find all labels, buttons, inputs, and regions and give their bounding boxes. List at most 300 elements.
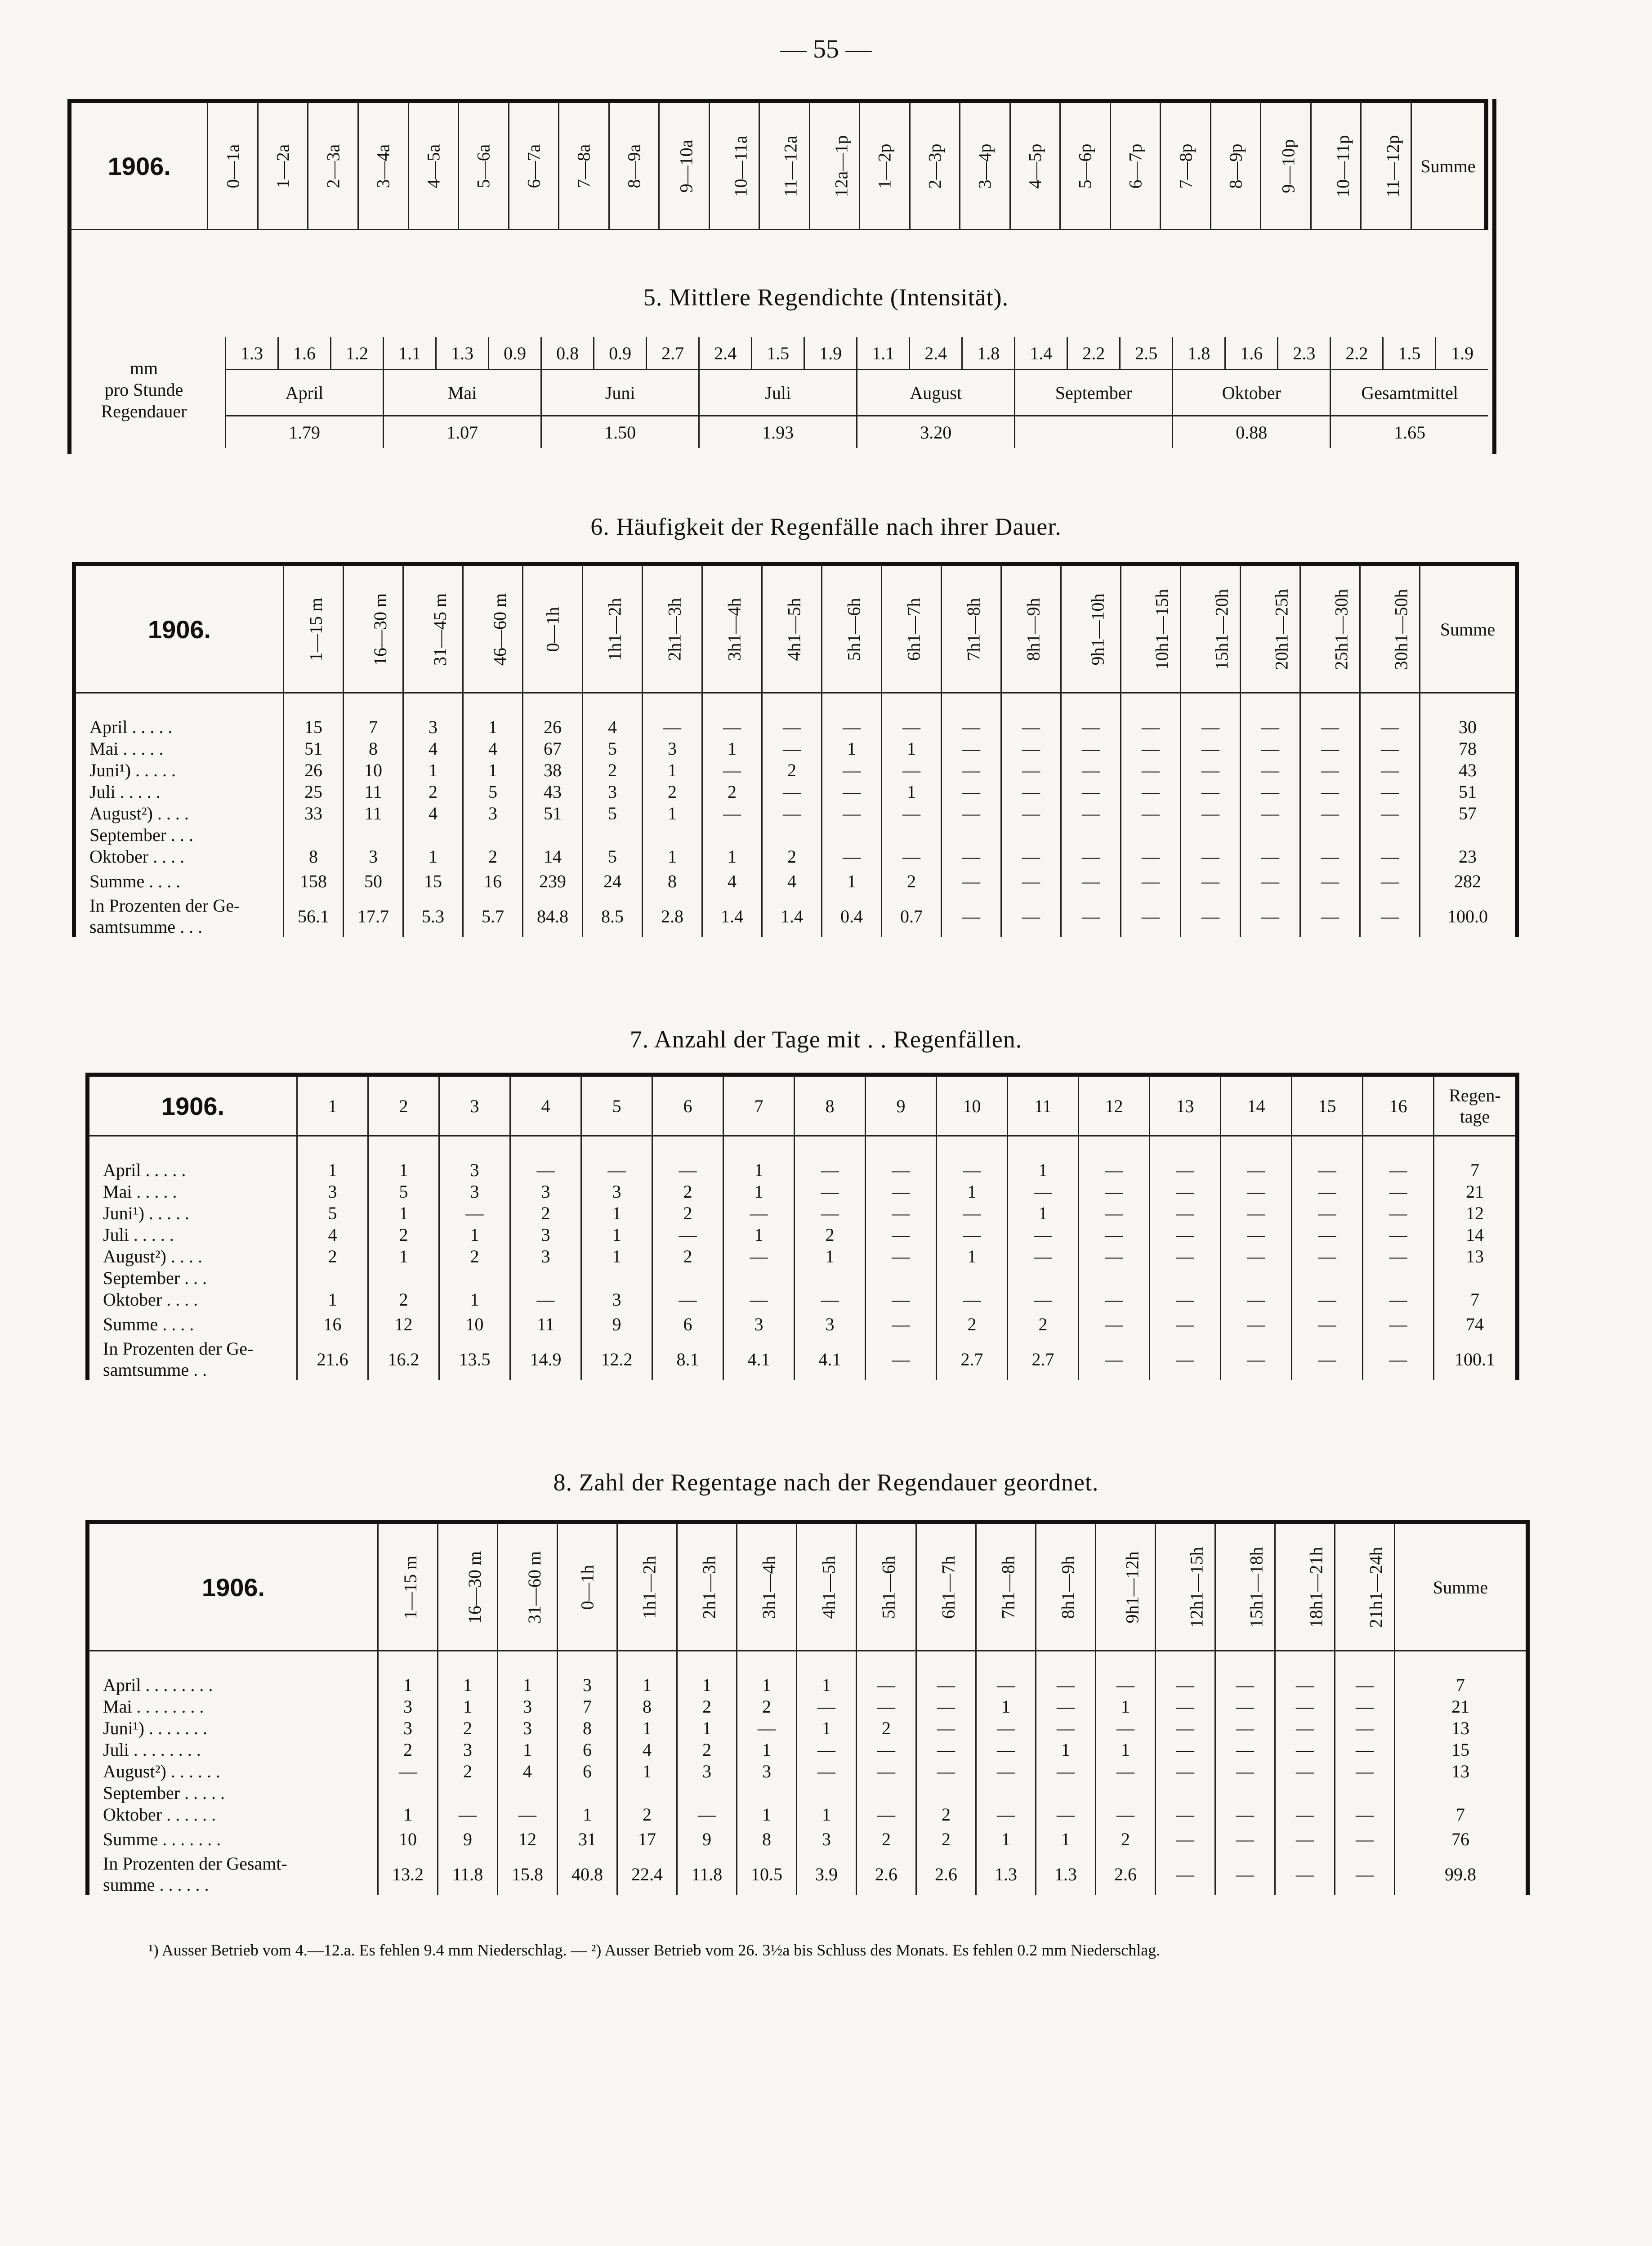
data-cell: — [1241,781,1300,802]
data-cell: — [1275,1739,1335,1760]
column-header [795,1075,866,1136]
percent-cell: — [866,1338,937,1380]
data-cell: 1 [439,1224,510,1245]
spacer-cell [617,1651,677,1674]
year-cell [74,564,284,693]
data-cell: — [1150,1202,1221,1224]
data-cell: — [702,716,762,738]
percent-cell: 11.8 [438,1853,498,1895]
column-header [1008,1075,1079,1136]
spacer-cell [344,693,403,716]
data-cell: — [1121,716,1181,738]
data-cell: 1 [937,1181,1008,1202]
hourly-header-row [70,101,1487,230]
data-cell: — [1300,759,1360,781]
summe-cell: — [1061,867,1121,895]
data-cell: 1 [498,1674,558,1696]
data-cell: — [1292,1181,1363,1202]
column-header [1363,1075,1434,1136]
data-cell: 2 [677,1739,737,1760]
row-label: September . . . [74,824,284,846]
intensity-value: 2.7 [647,337,699,370]
data-cell [510,1267,581,1289]
column-label: 46—60 m [490,593,510,666]
data-cell: 2 [510,1202,581,1224]
section8-table [85,1520,1530,1895]
data-cell: 3 [463,802,523,824]
data-cell: — [937,1159,1008,1181]
percent-label-line1: In Prozenten der Ge- [103,1338,254,1359]
data-cell: 1 [723,1159,795,1181]
hour-header [559,101,609,230]
hour-header [659,101,710,230]
column-label: 25h1—30h [1331,589,1352,670]
hour-label: 6—7a [523,144,544,188]
data-cell: — [916,1696,976,1717]
summe-cell: 11 [510,1310,581,1338]
percent-cell: 13.5 [439,1338,510,1380]
hour-header [358,101,409,230]
percent-cell: — [1150,1338,1221,1380]
percent-cell: — [1156,1853,1215,1895]
data-row [88,1803,1528,1825]
row-label: August²) . . . . . . [88,1760,378,1782]
row-sum: 78 [1420,738,1517,759]
intensity-value: 1.2 [331,337,384,370]
data-cell [916,1782,976,1803]
data-cell: — [1241,738,1300,759]
column-label: 0—1h [577,1565,598,1610]
data-cell: 1 [1096,1696,1156,1717]
column-label: 9h1—12h [1122,1551,1143,1623]
data-cell: 8 [617,1696,677,1717]
column-header [403,564,463,693]
data-cell [523,824,583,846]
spacer-cell [882,693,942,716]
hour-label: 2—3a [323,144,344,188]
percent-cell: — [942,895,1001,937]
data-cell: 2 [652,1181,723,1202]
month-label: Gesamtmittel [1331,370,1488,416]
summe-cell: — [1292,1310,1363,1338]
percent-cell: 1.3 [1036,1853,1096,1895]
summe-cell: — [1275,1825,1335,1853]
intensity-table-block [67,99,1506,454]
row-sum: 30 [1420,716,1517,738]
data-cell: — [1275,1760,1335,1782]
intensity-value: 2.5 [1120,337,1173,370]
data-cell: — [1360,846,1420,867]
spacer-cell [857,1651,916,1674]
spacer-cell [942,693,1001,716]
data-cell: — [498,1803,558,1825]
data-cell [1096,1782,1156,1803]
data-cell: 5 [297,1202,368,1224]
intensity-value: 1.5 [1383,337,1436,370]
data-cell: — [1061,781,1121,802]
summe-row [88,1310,1518,1338]
data-cell: — [1061,738,1121,759]
data-cell: 1 [617,1717,677,1739]
summe-cell: 16 [463,867,523,895]
hour-header [1361,101,1411,230]
data-cell: — [1150,1181,1221,1202]
data-cell: — [1181,759,1241,781]
data-cell: — [857,1674,916,1696]
data-cell [857,1782,916,1803]
year-label: 1906. [201,1573,265,1602]
intensity-value: 1.1 [857,337,910,370]
section6-title: 6. Häufigkeit der Regenfälle nach ihrer Dauer. [590,513,1062,540]
data-cell: 1 [403,759,463,781]
data-cell: 1 [368,1159,439,1181]
section8-title: 8. Zahl der Regentage nach der Regendauer geordnet. [553,1469,1099,1496]
hour-label: 6—7p [1125,143,1146,188]
month-label: April [226,370,384,416]
data-cell: 5 [583,738,643,759]
row-label: April . . . . . . . . [88,1674,378,1696]
data-cell [583,824,643,846]
data-cell: 5 [463,781,523,802]
spacer-cell [378,1651,438,1674]
column-header [937,1075,1008,1136]
data-cell: — [937,1289,1008,1310]
column-label: 6 [683,1096,692,1116]
sum-header [1420,564,1517,693]
data-cell: — [762,781,822,802]
row-label: April . . . . . [74,716,284,738]
intensity-value: 0.9 [594,337,647,370]
hour-label: 10—11a [730,135,751,197]
data-cell: — [976,1674,1036,1696]
data-cell: — [942,759,1001,781]
spacer-cell [368,1136,439,1159]
data-cell: — [702,802,762,824]
column-label: 20h1—25h [1271,589,1292,670]
spacer-cell [498,1651,558,1674]
data-cell [463,824,523,846]
monthly-intensity-value: 1.07 [384,416,541,448]
data-cell: — [1079,1181,1150,1202]
data-cell: — [1181,781,1241,802]
data-cell [737,1782,797,1803]
data-cell: — [1360,716,1420,738]
year-label: 1906. [147,615,211,644]
percent-total: 99.8 [1395,1853,1528,1895]
sum-label: Summe [1440,619,1496,640]
data-cell: 3 [581,1289,652,1310]
percent-cell: 3.9 [797,1853,857,1895]
sum-label: Regen-tage [1449,1085,1501,1127]
column-label: 3h1—4h [759,1556,779,1619]
data-cell: — [1215,1696,1275,1717]
column-header [439,1075,510,1136]
intensity-value: 1.9 [804,337,857,370]
column-header [1335,1522,1395,1651]
data-cell: — [1221,1181,1292,1202]
section7-table [85,1073,1519,1380]
data-cell [882,824,942,846]
data-cell: — [1221,1245,1292,1267]
data-row [88,1202,1518,1224]
percent-cell: 5.3 [403,895,463,937]
spacer-cell [916,1651,976,1674]
summe-cell: 3 [797,1825,857,1853]
data-cell: 1 [737,1674,797,1696]
data-cell [976,1782,1036,1803]
data-cell: 3 [510,1224,581,1245]
data-cell: — [1292,1224,1363,1245]
data-cell: — [866,1224,937,1245]
data-cell: — [942,716,1001,738]
spacer-cell [737,1651,797,1674]
column-label: 15 [1318,1096,1336,1116]
spacer-cell [643,693,702,716]
column-header [297,1075,368,1136]
data-cell: — [1335,1739,1395,1760]
data-cell: — [1150,1245,1221,1267]
summe-cell: — [1181,867,1241,895]
data-cell [1008,1267,1079,1289]
data-cell: — [1363,1181,1434,1202]
sum-label: Summe [1433,1577,1488,1597]
data-cell: — [1079,1224,1150,1245]
row-label: August²) . . . . [88,1245,297,1267]
data-cell [937,1267,1008,1289]
hour-header [1060,101,1111,230]
spacer-cell [1221,1136,1292,1159]
summe-cell: 31 [558,1825,617,1853]
column-header [523,564,583,693]
intensity-value: 2.2 [1067,337,1120,370]
year-cell [88,1522,378,1651]
column-header [916,1522,976,1651]
summe-cell: — [1221,1310,1292,1338]
data-cell: — [1300,716,1360,738]
intensity-value: 2.4 [910,337,962,370]
data-cell: — [882,716,942,738]
intensity-value: 1.3 [436,337,489,370]
data-cell: — [1008,1224,1079,1245]
spacer-cell [822,693,882,716]
sum-header [1395,1522,1528,1651]
hour-label: 3—4a [373,144,393,188]
data-cell: — [1241,759,1300,781]
spacer-cell [1150,1136,1221,1159]
spacer-cell [463,693,523,716]
data-cell: 15 [284,716,344,738]
data-cell: — [882,759,942,781]
data-cell: 2 [583,759,643,781]
column-label: 8 [825,1096,835,1116]
data-cell: 5 [368,1181,439,1202]
hour-header [459,101,509,230]
data-cell: 4 [463,738,523,759]
data-cell: — [795,1289,866,1310]
data-cell: — [510,1159,581,1181]
data-cell: 6 [558,1760,617,1782]
data-cell: — [795,1159,866,1181]
summe-cell: — [866,1310,937,1338]
intensity-values-table [225,337,1488,448]
column-label: 1h1—2h [604,598,625,661]
spacer-cell [1121,693,1181,716]
data-cell: — [1221,1159,1292,1181]
spacer-cell [439,1136,510,1159]
column-label: 15h1—18h [1246,1547,1267,1628]
data-cell: — [797,1760,857,1782]
percent-cell: — [1221,1338,1292,1380]
spacer-cell [797,1651,857,1674]
spacer-cell [652,1136,723,1159]
percent-cell: 2.6 [857,1853,916,1895]
data-cell: 2 [737,1696,797,1717]
column-label: 5h1—6h [878,1556,899,1619]
data-cell: — [937,1224,1008,1245]
data-row [74,781,1517,802]
summe-cell: 1 [976,1825,1036,1853]
data-cell: 3 [737,1760,797,1782]
percent-cell: 14.9 [510,1338,581,1380]
data-cell [1335,1782,1395,1803]
percent-cell: 2.6 [916,1853,976,1895]
data-cell: 14 [523,846,583,867]
column-header [797,1522,857,1651]
unit-mm: mm [129,358,158,378]
data-cell: — [916,1674,976,1696]
summe-cell: — [1079,1310,1150,1338]
data-cell [652,1267,723,1289]
data-cell [1061,824,1121,846]
column-header [1096,1522,1156,1651]
column-header [1241,564,1300,693]
month-label: Mai [384,370,541,416]
data-cell: — [1061,716,1121,738]
column-label: 4h1—5h [818,1556,839,1619]
percent-label [74,895,284,937]
percent-cell: 10.5 [737,1853,797,1895]
data-cell: — [643,716,702,738]
hour-header [509,101,559,230]
row-label: Juni¹) . . . . . [74,759,284,781]
percent-cell: 22.4 [617,1853,677,1895]
summe-cell: 10 [439,1310,510,1338]
data-cell: 11 [344,802,403,824]
row-label: April . . . . . [88,1159,297,1181]
data-cell: — [1363,1289,1434,1310]
summe-cell: — [1360,867,1420,895]
data-cell: — [723,1245,795,1267]
data-row [88,1696,1528,1717]
percent-label-line2: samtsumme . . [103,1360,207,1380]
data-cell [1036,1782,1096,1803]
intensity-value: 1.8 [962,337,1015,370]
column-label: 16—30 m [464,1551,485,1624]
percent-cell: — [1121,895,1181,937]
data-cell: 2 [378,1739,438,1760]
column-header [1181,564,1241,693]
data-cell: 2 [463,846,523,867]
summe-cell: 9 [438,1825,498,1853]
data-cell: — [882,802,942,824]
data-cell: 1 [723,1181,795,1202]
summe-cell: 3 [723,1310,795,1338]
data-cell: 1 [702,846,762,867]
summe-cell: — [1156,1825,1215,1853]
summe-cell: 2 [937,1310,1008,1338]
data-row [88,1289,1518,1310]
summe-cell: 158 [284,867,344,895]
spacer-cell [1363,1136,1434,1159]
percent-label-line1: In Prozenten der Ge- [89,895,240,916]
data-cell: 1 [882,738,942,759]
summe-cell: 12 [368,1310,439,1338]
data-cell: 2 [617,1803,677,1825]
spacer-cell [74,693,284,716]
row-sum: 51 [1420,781,1517,802]
data-cell: — [1001,738,1061,759]
data-cell: 3 [439,1181,510,1202]
data-cell: — [1121,781,1181,802]
section7-title: 7. Anzahl der Tage mit . . Regenfällen. [630,1026,1022,1053]
row-sum [1395,1782,1528,1803]
column-label: 15h1—20h [1211,589,1232,670]
monthly-intensity-value: 1.50 [541,416,699,448]
summe-cell: — [1215,1825,1275,1853]
percent-cell: — [1001,895,1061,937]
percent-label [88,1338,297,1380]
data-row [88,1245,1518,1267]
row-sum: 13 [1434,1245,1518,1267]
monthly-intensity-value: 1.79 [226,416,384,448]
data-cell: — [1001,716,1061,738]
data-cell: — [937,1202,1008,1224]
intensity-value: 1.6 [1225,337,1278,370]
spacer-cell [403,693,463,716]
data-cell: 8 [284,846,344,867]
spacer-cell [583,693,643,716]
row-sum [1420,824,1517,846]
data-cell [942,824,1001,846]
data-cell: — [1292,1202,1363,1224]
spacer-cell [702,693,762,716]
percent-cell: 1.3 [976,1853,1036,1895]
row-sum: 43 [1420,759,1517,781]
column-label: 9 [896,1096,906,1116]
data-cell [1221,1267,1292,1289]
column-header [583,564,643,693]
spacer-cell [1395,1651,1528,1674]
year-label: 1906. [161,1092,225,1120]
column-label: 14 [1247,1096,1265,1116]
data-cell: 1 [439,1289,510,1310]
percent-cell: 2.8 [643,895,702,937]
data-cell: 7 [344,716,403,738]
data-cell: — [1215,1803,1275,1825]
data-cell: — [1061,802,1121,824]
column-header [1275,1522,1335,1651]
column-header [463,564,523,693]
monthly-intensity-value: 1.93 [699,416,857,448]
data-cell: 2 [652,1202,723,1224]
column-header [368,1075,439,1136]
data-cell [1150,1267,1221,1289]
data-cell: — [857,1696,916,1717]
percent-label-line1: In Prozenten der Gesamt- [103,1853,287,1874]
summe-cell: 6 [652,1310,723,1338]
intensity-value: 1.5 [752,337,804,370]
column-label: 2h1—3h [699,1556,719,1619]
